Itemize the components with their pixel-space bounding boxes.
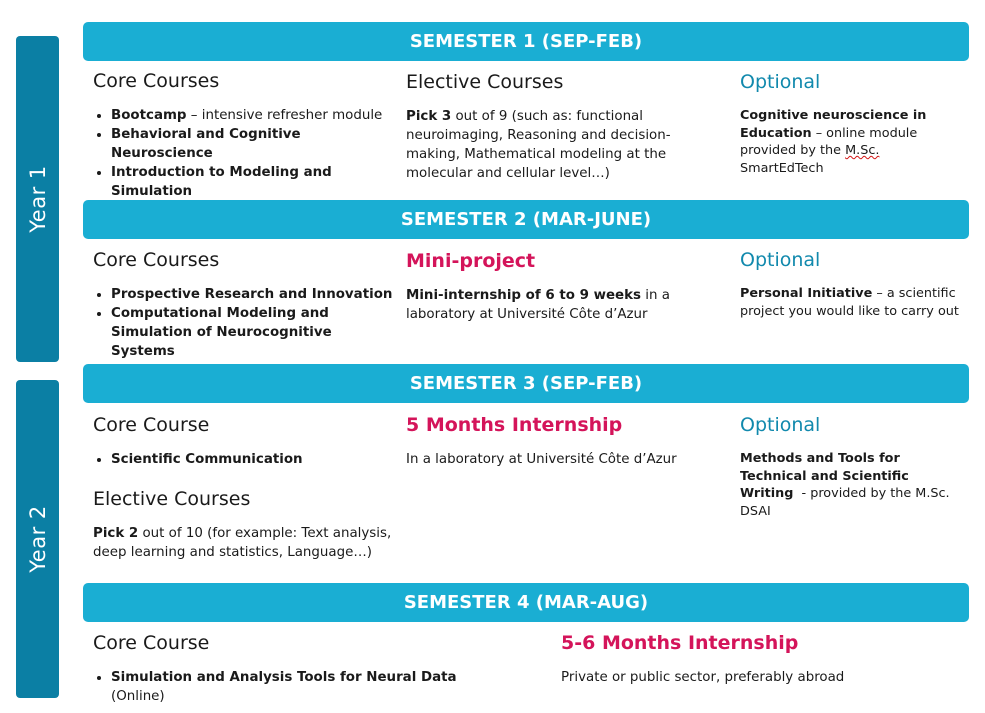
s2-core-section xyxy=(93,249,393,361)
s3-core-heading: Core Course xyxy=(93,414,210,436)
s3-core-section xyxy=(93,414,393,469)
s3-internship-heading: 5 Months Internship xyxy=(406,414,623,436)
s1-optional-heading: Optional xyxy=(740,71,821,93)
s3-elective-heading: Elective Courses xyxy=(93,488,251,510)
s1-elective-heading: Elective Courses xyxy=(406,71,564,93)
s2-optional-section xyxy=(740,249,965,320)
s3-core-list xyxy=(93,450,393,469)
s3-internship-text: In a laboratory at Université Côte d’Azur xyxy=(406,452,677,467)
s3-optional-section xyxy=(740,414,965,520)
semester-2-header: SEMESTER 2 (MAR-JUNE) xyxy=(83,200,969,239)
s2-core-list xyxy=(93,285,393,361)
year-2-label: Year 2 xyxy=(25,505,50,573)
s1-core-list xyxy=(93,106,393,201)
list-item: • Simulation and Analysis Tools for Neural Data (Online) xyxy=(111,668,513,706)
s4-internship-text: Private or public sector, preferably abroad xyxy=(561,670,845,685)
s1-core-section xyxy=(93,70,393,201)
year-2-tab xyxy=(16,380,59,698)
s4-internship-section xyxy=(561,632,961,687)
semester-4-header: SEMESTER 4 (MAR-AUG) xyxy=(83,583,969,622)
list-item: • Scientific Communication xyxy=(111,450,393,469)
semester-3-header: SEMESTER 3 (SEP-FEB) xyxy=(83,364,969,403)
s2-mini-project-section xyxy=(406,250,706,324)
s4-internship-heading: 5-6 Months Internship xyxy=(561,632,799,654)
s3-optional-heading: Optional xyxy=(740,414,821,436)
s3-optional-text: Methods and Tools for Technical and Scientific Writing - provided by the M.Sc. DSAI xyxy=(740,451,954,519)
s2-mini-project-text: Mini-internship of 6 to 9 weeks in a laboratory at Université Côte d’Azur xyxy=(406,288,670,322)
s4-core-heading: Core Course xyxy=(93,632,210,654)
s1-optional-text: Cognitive neuroscience in Education – online module provided by the M.Sc. SmartEdTech xyxy=(740,108,927,176)
s2-mini-project-heading: Mini-project xyxy=(406,250,536,272)
year-1-tab xyxy=(16,36,59,362)
s3-elective-text: Pick 2 out of 10 (for example: Text analysis, deep learning and statistics, Language…) xyxy=(93,526,392,560)
s2-optional-text: Personal Initiative – a scientific project you would like to carry out xyxy=(740,286,959,319)
year-1-label: Year 1 xyxy=(25,165,50,233)
s1-optional-section xyxy=(740,71,965,177)
s2-optional-heading: Optional xyxy=(740,249,821,271)
list-item: • Introduction to Modeling and Simulation xyxy=(111,163,393,201)
s4-core-section xyxy=(93,632,513,706)
list-item: • Bootcamp – intensive refresher module xyxy=(111,106,393,125)
semester-1-header: SEMESTER 1 (SEP-FEB) xyxy=(83,22,969,61)
s2-core-heading: Core Courses xyxy=(93,249,220,271)
s1-core-heading: Core Courses xyxy=(93,70,220,92)
s1-elective-text: Pick 3 out of 9 (such as: functional neuroimaging, Reasoning and decision-making, Mathematical modeling at the molecular and cellular level…) xyxy=(406,109,671,181)
s3-internship-section xyxy=(406,414,706,469)
list-item: • Prospective Research and Innovation xyxy=(111,285,393,304)
s3-elective-section xyxy=(93,488,393,562)
list-item: • Computational Modeling and Simulation of Neurocognitive Systems xyxy=(111,304,393,361)
list-item: • Behavioral and Cognitive Neuroscience xyxy=(111,125,393,163)
s1-elective-section xyxy=(406,71,724,183)
s4-core-list xyxy=(93,668,513,706)
